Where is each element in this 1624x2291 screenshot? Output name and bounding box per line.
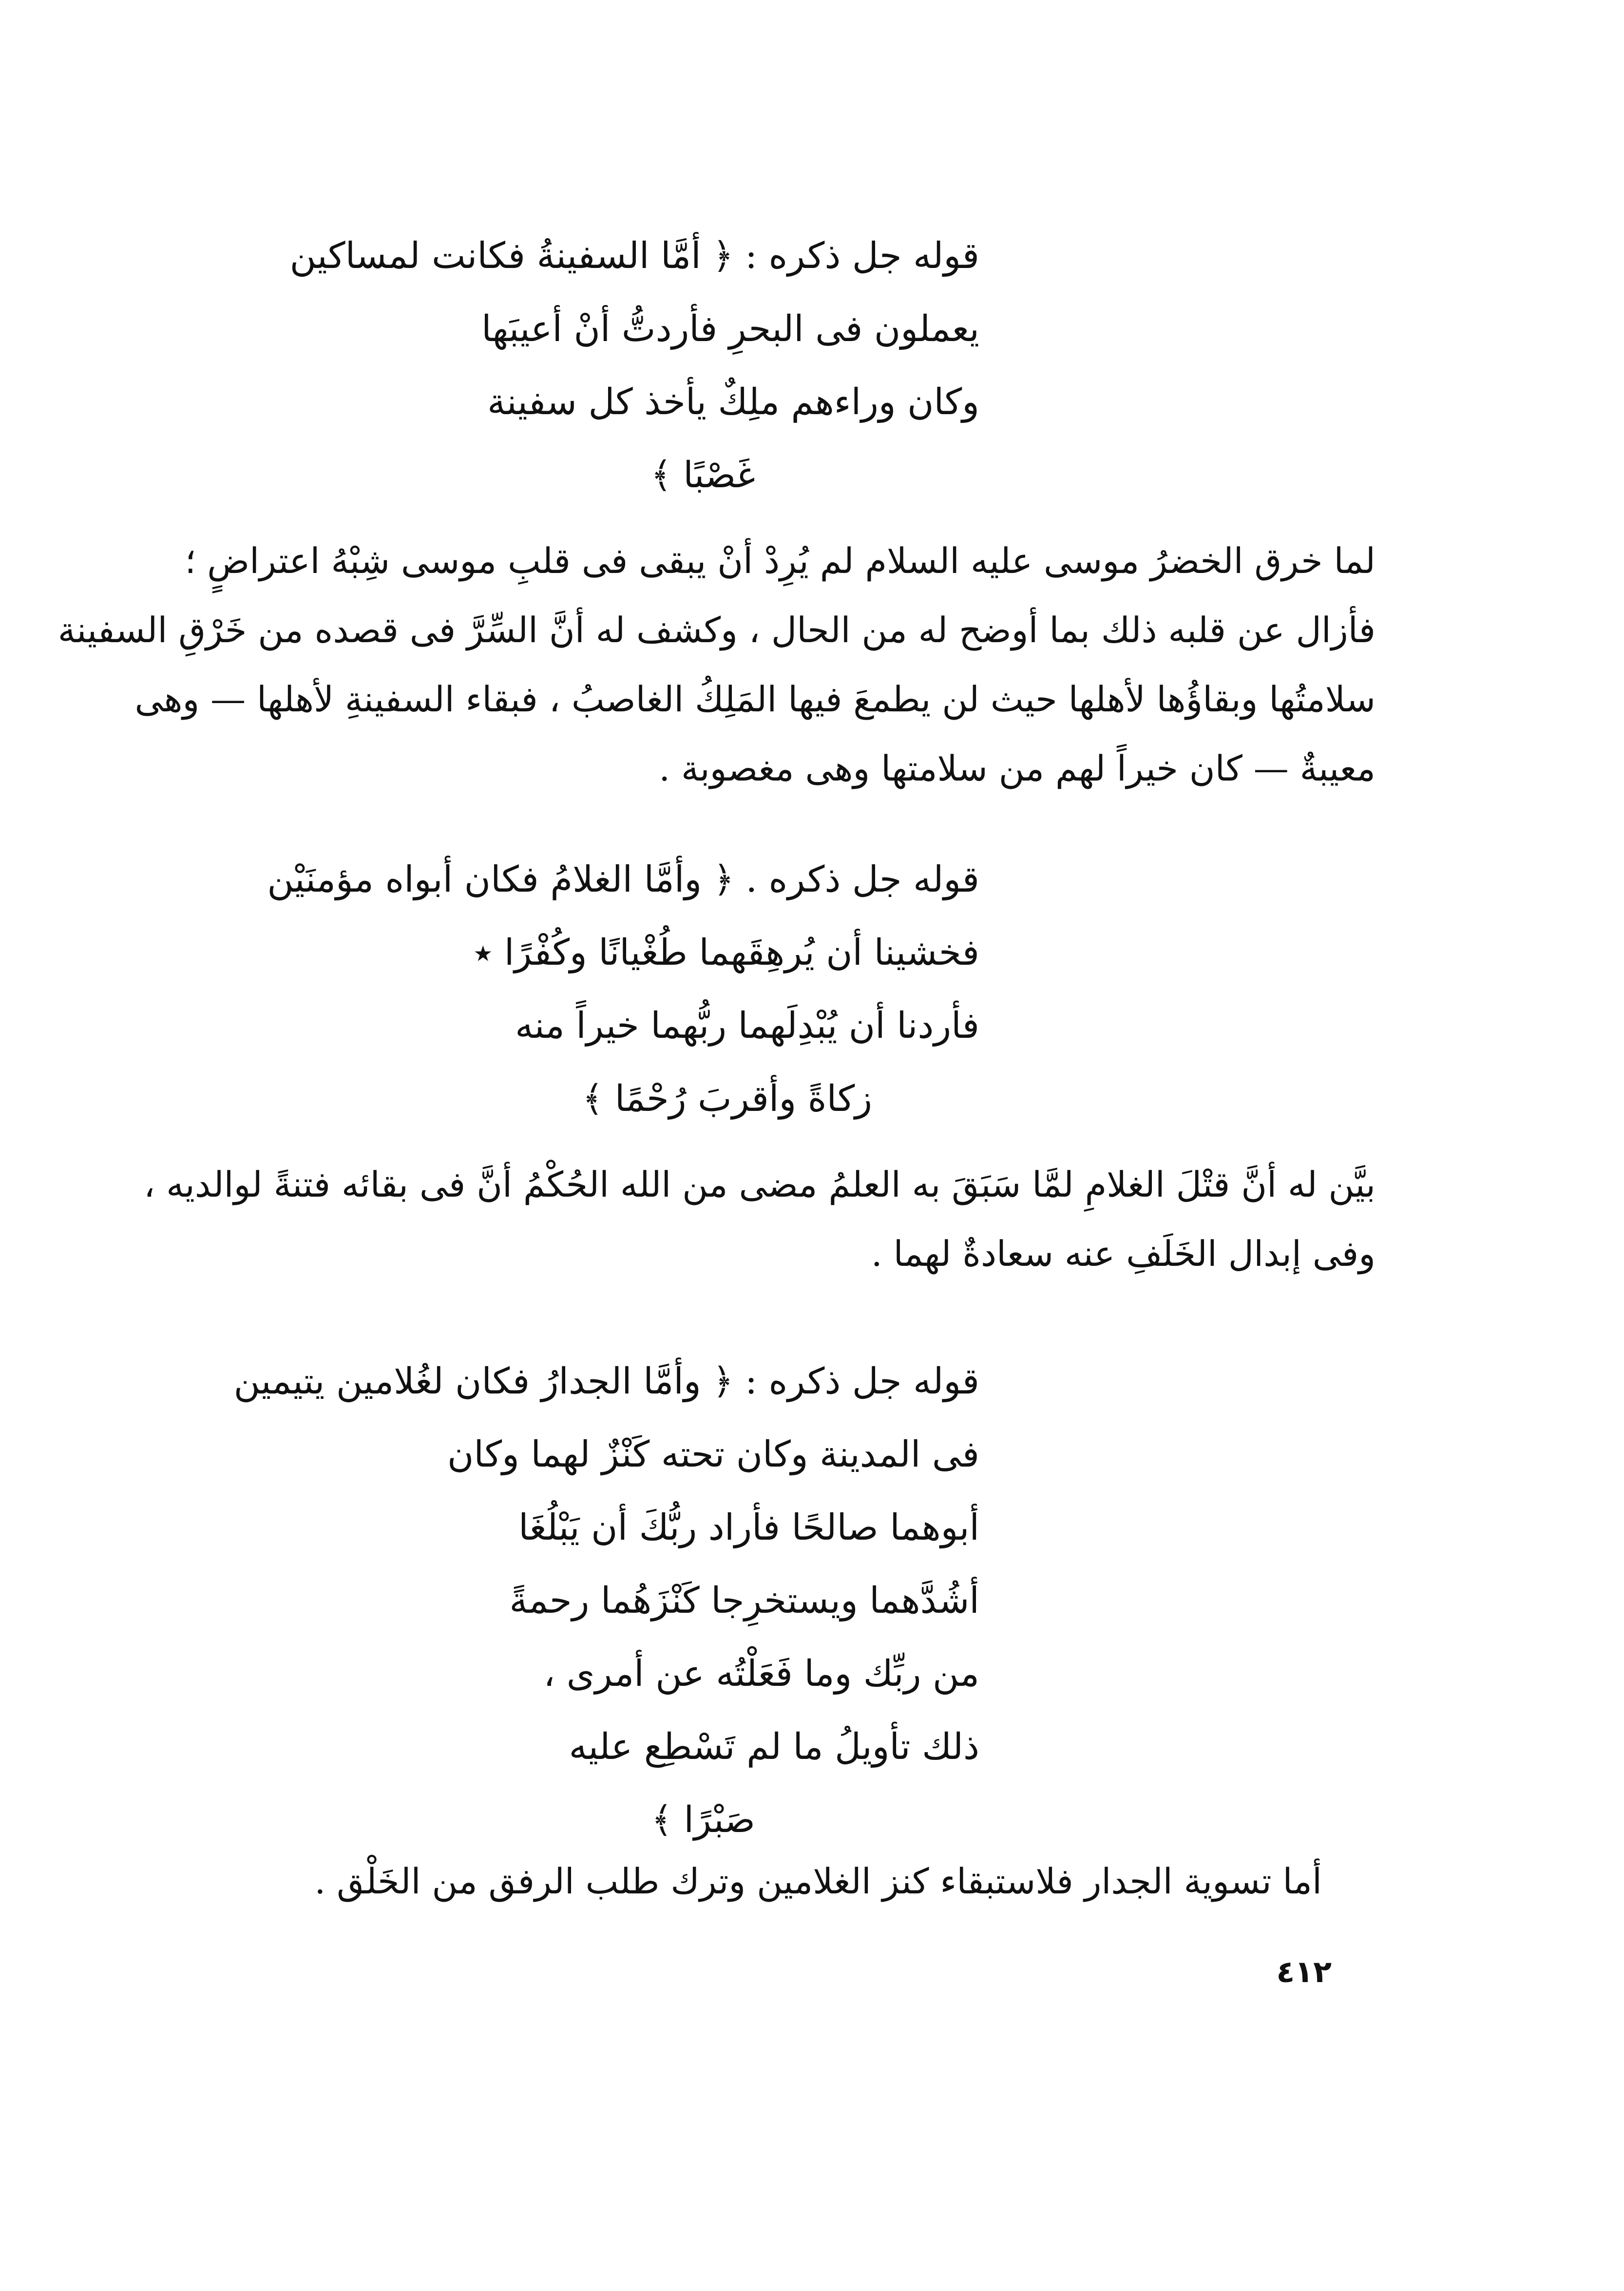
paragraph-line: لما خرق الخضرُ موسى عليه السلام لم يُرِدْ أنْ يبقى فى قلبِ موسى شِبْهُ اعتراضٍ ؛ — [185, 540, 1376, 581]
quran-quote-boy — [267, 843, 979, 1135]
paragraph-line: وفى إبدال الخَلَفِ عنه سعادةٌ لهما . — [871, 1233, 1376, 1274]
quote-line: يعملون فى البحرِ فأردتُّ أنْ أعيبَها — [481, 308, 979, 350]
quote-line: فى المدينة وكان تحته كَنْزٌ لهما وكان — [447, 1433, 979, 1475]
quote-line: فخشينا أن يُرهِقَهما طُغْيانًا وكُفْرًا ٭ — [473, 932, 979, 974]
paragraph-line: بيَّن له أنَّ قتْلَ الغلامِ لمَّا سَبَقَ به العلمُ مضى من الله الحُكْمُ أنَّ فى بقائه فتنةً لوالديه ، — [144, 1164, 1376, 1205]
quote-line: أبوهما صالحًا فأراد ربُّكَ أن يَبْلُغَا — [518, 1507, 979, 1548]
quote-line: قوله جل ذكره : ﴿ وأمَّا الجدارُ فكان لغُلامين يتيمين — [233, 1360, 979, 1402]
quote-line: غَصْبًا ﴾ — [650, 454, 755, 496]
quote-line: فأردنا أن يُبْدِلَهما ربُّهما خيراً منه — [515, 1005, 979, 1047]
paragraph-line: فأزال عن قلبه ذلك بما أوضح له من الحال ، وكشف له أنَّ السِّرَّ فى قصده من خَرْقِ السفينة — [57, 610, 1376, 650]
quote-line: ذلك تأويلُ ما لم تَسْطِع عليه — [569, 1726, 979, 1768]
quran-quote-wall — [233, 1345, 979, 1856]
commentary-paragraph-wall — [314, 1847, 1322, 1916]
quran-quote-ship — [289, 219, 979, 512]
quote-line: قوله جل ذكره . ﴿ وأمَّا الغلامُ فكان أبواه مؤمنَيْن — [267, 859, 979, 900]
paragraph-line: سلامتُها وبقاؤُها لأهلها حيث لن يطمعَ فيها المَلِكُ الغاصبُ ، فبقاء السفينةِ لأهلها — وهى — [134, 679, 1376, 720]
quote-line: من ربِّك وما فَعَلْتُه عن أمرى ، — [543, 1653, 979, 1695]
quote-line: صَبْرًا ﴾ — [651, 1799, 755, 1841]
paragraph-line: أما تسوية الجدار فلاستبقاء كنز الغلامين وترك طلب الرفق من الخَلْق . — [314, 1861, 1322, 1902]
quote-line: قوله جل ذكره : ﴿ أمَّا السفينةُ فكانت لمساكين — [289, 235, 979, 277]
page-number: ٤١٢ — [1276, 1954, 1332, 1989]
quote-line: زكاةً وأقربَ رُحْمًا ﴾ — [582, 1078, 872, 1120]
paragraph-line: معيبةٌ — كان خيراً لهم من سلامتها وهى مغصوبة . — [659, 748, 1376, 789]
commentary-paragraph-boy — [144, 1150, 1376, 1288]
commentary-paragraph-ship — [57, 526, 1376, 803]
quote-line: وكان وراءهم ملِكٌ يأخذ كل سفينة — [487, 381, 979, 423]
quote-line: أشُدَّهما ويستخرِجا كَنْزَهُما رحمةً — [509, 1580, 979, 1622]
